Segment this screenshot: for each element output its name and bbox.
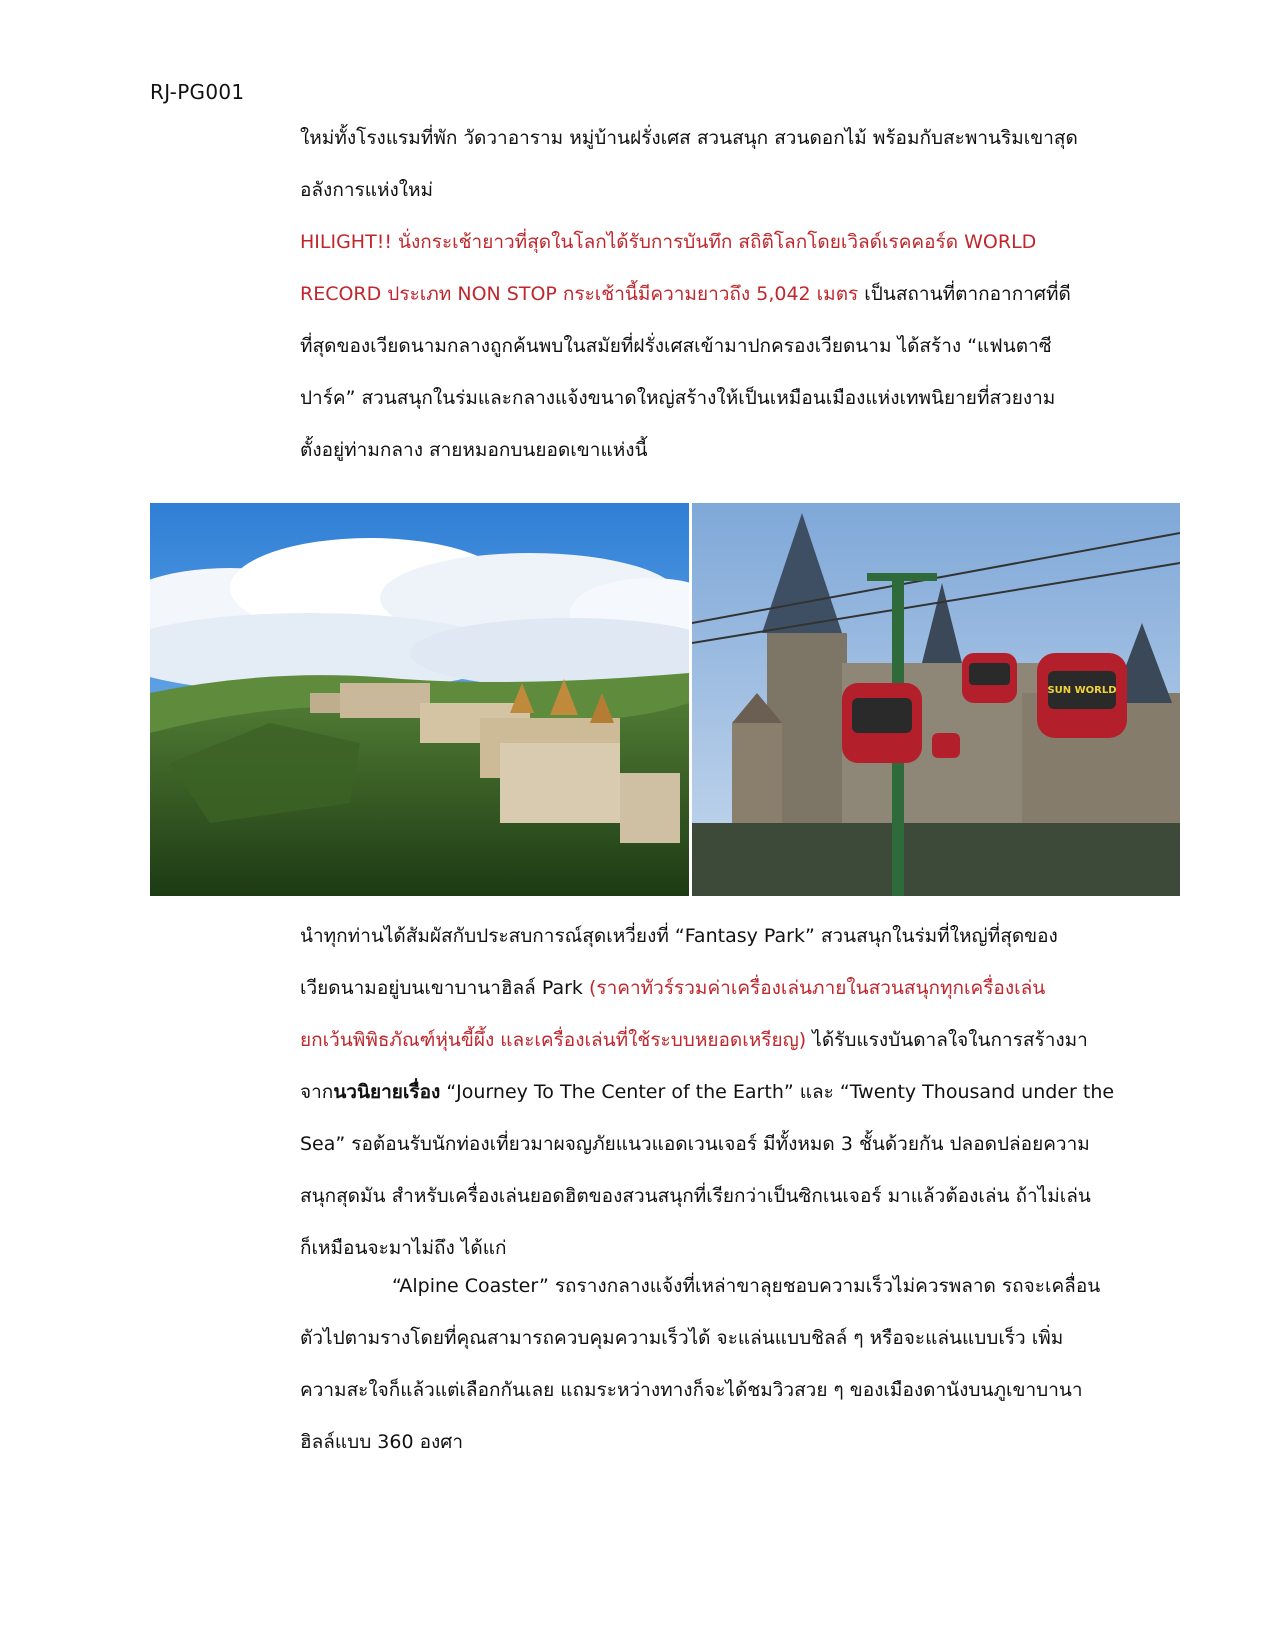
- fantasy-text-span: “Journey To The Center of the Earth” และ “Twenty Thousand under the: [440, 1081, 1115, 1103]
- cable-car-castle-icon: [692, 503, 1180, 896]
- document-code: RJ-PG001: [150, 80, 245, 104]
- intro-line: ที่สุดของเวียดนามกลางถูกค้นพบในสมัยที่ฝรั่งเศสเข้ามาปกครองเวียดนาม ได้สร้าง “แฟนตาซี: [300, 335, 1052, 357]
- cable-car-photo: [692, 503, 1180, 896]
- intro-line: อลังการแห่งใหม่: [300, 179, 434, 201]
- alpine-coaster-text: [300, 1260, 1180, 1468]
- fantasy-line: สนุกสุดมัน สำหรับเครื่องเล่นยอดฮิตของสวนสนุกที่เรียกว่าเป็นซิกเนเจอร์ มาแล้วต้องเล่น ถ้าไม่เล่น: [300, 1185, 1091, 1207]
- highlight-text: HILIGHT!! นั่งกระเช้ายาวที่สุดในโลกได้รับการบันทึก สถิติโลกโดยเวิลด์เรคคอร์ด WORLD: [300, 231, 1037, 253]
- fantasy-park-text: [300, 910, 1180, 1274]
- alpine-line: ตัวไปตามรางโดยที่คุณสามารถควบคุมความเร็วได้ จะแล่นแบบชิลล์ ๆ หรือจะแล่นแบบเร็ว เพิ่ม: [300, 1327, 1064, 1349]
- price-note-text: ยกเว้นพิพิธภัณฑ์หุ่นขี้ผึ้ง และเครื่องเล่นที่ใช้ระบบหยอดเหรียญ): [300, 1029, 807, 1051]
- cable-car-logo: SUN WORLD: [1047, 685, 1117, 696]
- price-note-text: (ราคาทัวร์รวมค่าเครื่องเล่นภายในสวนสนุกทุกเครื่องเล่น: [588, 977, 1046, 999]
- mountain-castle-aerial-icon: [150, 503, 689, 896]
- mountain-castle-photo: [150, 503, 689, 896]
- highlight-text: RECORD ประเภท NON STOP กระเช้านี้มีความยาวถึง 5,042 เมตร: [300, 283, 859, 305]
- intro-text: [300, 112, 1180, 476]
- intro-text-span: เป็นสถานที่ตากอากาศที่ดี: [858, 283, 1071, 305]
- alpine-line: “Alpine Coaster” รถรางกลางแจ้งที่เหล่าขาลุยชอบความเร็วไม่ควรพลาด รถจะเคลื่อน: [392, 1275, 1101, 1297]
- intro-line: ปาร์ค” สวนสนุกในร่มและกลางแจ้งขนาดใหญ่สร้างให้เป็นเหมือนเมืองแห่งเทพนิยายที่สวยงาม: [300, 387, 1056, 409]
- fantasy-line: Sea” รอต้อนรับนักท่องเที่ยวมาผจญภัยแนวแอดเวนเจอร์ มีทั้งหมด 3 ชั้นด้วยกัน ปลอดปล่อยความ: [300, 1133, 1090, 1155]
- intro-line: ใหม่ทั้งโรงแรมที่พัก วัดวาอาราม หมู่บ้านฝรั่งเศส สวนสนุก สวนดอกไม้ พร้อมกับสะพานริมเขาสุด: [300, 127, 1078, 149]
- intro-line: ตั้งอยู่ท่ามกลาง สายหมอกบนยอดเขาแห่งนี้: [300, 439, 648, 461]
- novel-label: นวนิยายเรื่อง: [333, 1081, 441, 1103]
- fantasy-text-span: เวียดนามอยู่บนเขาบานาฮิลล์ Park: [300, 977, 589, 999]
- fantasy-text-span: จาก: [300, 1081, 334, 1103]
- alpine-line: ความสะใจก็แล้วแต่เลือกกันเลย แถมระหว่างทางก็จะได้ชมวิวสวย ๆ ของเมืองดานังบนภูเขาบานา: [300, 1379, 1083, 1401]
- fantasy-line: ก็เหมือนจะมาไม่ถึง ได้แก่: [300, 1237, 507, 1259]
- fantasy-line: นำทุกท่านได้สัมผัสกับประสบการณ์สุดเหวี่ยงที่ “Fantasy Park” สวนสนุกในร่มที่ใหญ่ที่สุดของ: [300, 925, 1058, 947]
- alpine-line: ฮิลล์แบบ 360 องศา: [300, 1431, 464, 1453]
- fantasy-text-span: ได้รับแรงบันดาลใจในการสร้างมา: [806, 1029, 1088, 1051]
